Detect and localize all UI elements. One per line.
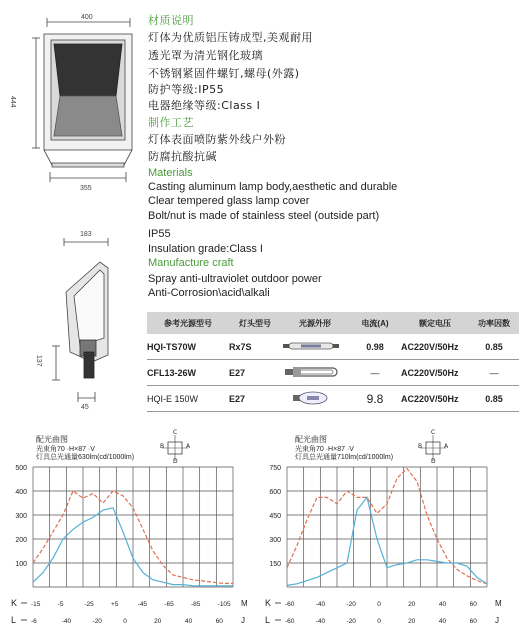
k-axis-tick-label: 0 — [377, 601, 381, 608]
tube-lamp-icon — [281, 339, 343, 353]
header-cell: 光源外形 — [281, 312, 349, 334]
craft-cn-line: 灯体表面喷防紫外线户外粉 — [148, 133, 286, 146]
left-orient-b: B — [160, 443, 165, 450]
right-orient-b: B — [418, 443, 423, 450]
l-axis-tick-label: -20 — [92, 618, 102, 625]
technical-drawing — [0, 0, 145, 420]
front-view-drawing — [32, 18, 132, 182]
l-axis-tick-label: 20 — [154, 618, 162, 625]
j-label: J — [241, 616, 245, 625]
k-axis-tick-label: -65 — [164, 601, 174, 608]
spec-table — [147, 312, 519, 412]
l-axis-label: L — [11, 615, 17, 625]
y-tick-label: 400 — [15, 489, 27, 496]
right-orient-d: D — [431, 458, 436, 465]
ellipsoid-lamp-icon — [281, 390, 343, 406]
base-width-dimension: 355 — [80, 185, 92, 192]
k-axis-label: K — [265, 598, 272, 608]
materials-en-line: Clear tempered glass lamp cover — [148, 195, 310, 207]
l-axis-label: L — [265, 615, 271, 625]
m-label: M — [241, 599, 248, 608]
header-cell: 功率因数 — [469, 312, 519, 334]
right-orient-a: A — [444, 443, 449, 450]
photometric-charts — [0, 460, 525, 635]
materials-cn-line: 不锈钢紧固件螺钉,螺母(外露) — [148, 67, 300, 80]
pf-cell: 0.85 — [469, 334, 519, 360]
materials-en-line: Insulation grade:Class I — [148, 243, 263, 255]
y-tick-label: 600 — [269, 489, 281, 496]
model-cell: HQI-TS70W — [147, 334, 229, 360]
left-chart-caption-2: 灯具总光通量630lm(cd/1000lm) — [36, 454, 135, 461]
craft-en-heading: Manufacture craft — [148, 257, 234, 269]
l-axis-tick-label: 60 — [215, 618, 223, 625]
base-cell: Rx7S — [229, 334, 281, 360]
voltage-cell: AC220V/50Hz — [401, 334, 469, 360]
k-axis-tick-label: -85 — [191, 601, 201, 608]
l-axis-tick-label: 40 — [438, 618, 447, 625]
craft-en-line: Spray anti-ultraviolet outdoor power — [148, 273, 322, 285]
k-axis-tick-label: -15 — [31, 601, 41, 608]
header-cell: 灯头型号 — [229, 312, 281, 334]
k-axis-tick-label: 60 — [469, 601, 477, 608]
current-cell: — — [349, 360, 401, 386]
y-tick-label: 300 — [269, 537, 281, 544]
front-height-dimension: 444 — [9, 96, 16, 108]
y-tick-label: 200 — [15, 537, 27, 544]
k-axis-tick-label: 40 — [438, 601, 447, 608]
y-tick-label: 450 — [269, 513, 281, 520]
side-depth-dimension: 183 — [80, 231, 92, 238]
lamp-shape-cell — [281, 334, 349, 360]
table-row — [147, 334, 519, 360]
k-axis-label: K — [11, 598, 18, 608]
header-cell: 额定电压 — [401, 312, 469, 334]
right-orient-c: C — [431, 429, 436, 436]
table-row — [147, 386, 519, 412]
k-axis-tick-label: -20 — [346, 601, 356, 608]
materials-cn-line: 防护等级:IP55 — [148, 83, 225, 96]
current-cell: 0.98 — [349, 334, 401, 360]
l-axis-tick-label: 0 — [377, 618, 381, 625]
lamp-shape-cell — [281, 360, 349, 386]
materials-en-line: IP55 — [148, 228, 171, 240]
l-axis-tick-label: 40 — [184, 618, 193, 625]
l-axis-tick-label: 0 — [123, 618, 127, 625]
side-bracket-height-dimension: 137 — [35, 355, 42, 367]
right-chart-caption-1: 光束角70 ·H×87 ·V — [295, 446, 354, 453]
table-row — [147, 360, 519, 386]
spec-table-header — [147, 312, 519, 334]
y-tick-label: 300 — [15, 513, 27, 520]
l-axis-tick-label: -60 — [285, 618, 295, 625]
left-orient-a: A — [186, 443, 191, 450]
current-cell: 9.8 — [349, 386, 401, 412]
header-cell: 电流(A) — [349, 312, 401, 334]
right-chart-caption-2: 灯具总光通量710lm(cd/1000lm) — [295, 454, 394, 461]
header-cell: 参考光源型号 — [147, 312, 229, 334]
base-cell: E27 — [229, 386, 281, 412]
m-label: M — [495, 599, 502, 608]
k-axis-tick-label: +5 — [111, 601, 119, 608]
materials-en-line: Bolt/nut is made of stainless steel (outside part) — [148, 210, 380, 222]
k-axis-tick-label: -60 — [285, 601, 295, 608]
right-photometric-chart — [265, 465, 502, 625]
l-axis-tick-label: -20 — [346, 618, 356, 625]
materials-cn-line: 灯体为优质铝压铸成型,美观耐用 — [148, 31, 313, 44]
craft-cn-line: 防腐抗酸抗碱 — [148, 150, 217, 163]
k-axis-tick-label: -105 — [217, 601, 231, 608]
model-cell: HQI-E 150W — [147, 386, 229, 412]
side-view-drawing — [52, 238, 108, 402]
y-tick-label: 500 — [15, 465, 27, 472]
k-axis-tick-label: -45 — [137, 601, 148, 608]
craft-en-line: Anti-Corrosion\acid\alkali — [148, 287, 270, 299]
craft-cn-heading: 制作工艺 — [148, 116, 194, 129]
y-tick-label: 750 — [269, 465, 281, 472]
left-photometric-chart — [11, 465, 248, 625]
materials-en-line: Casting aluminum lamp body,aesthetic and durable — [148, 181, 398, 193]
pf-cell: 0.85 — [469, 386, 519, 412]
left-chart-title: 配光曲图 — [36, 435, 68, 444]
left-orient-c: C — [173, 429, 178, 436]
j-label: J — [495, 616, 499, 625]
lamp-shape-cell — [281, 386, 349, 412]
l-axis-tick-label: -40 — [315, 618, 326, 625]
materials-cn-line: 透光罩为清光钢化玻璃 — [148, 49, 263, 62]
front-width-dimension: 400 — [81, 14, 93, 21]
l-axis-tick-label: -40 — [61, 618, 72, 625]
left-chart-caption-1: 光束角70 ·H×87 ·V — [36, 446, 95, 453]
materials-cn-line: 电器绝缘等级:Class Ⅰ — [148, 99, 261, 112]
k-axis-tick-label: 20 — [408, 601, 416, 608]
left-orient-d: D — [173, 458, 178, 465]
y-tick-label: 100 — [15, 561, 27, 568]
voltage-cell: AC220V/50Hz — [401, 386, 469, 412]
l-axis-tick-label: 60 — [469, 618, 477, 625]
base-cell: E27 — [229, 360, 281, 386]
l-axis-tick-label: 20 — [408, 618, 416, 625]
materials-cn-heading: 材质说明 — [148, 14, 194, 27]
cfl-lamp-icon — [281, 363, 343, 381]
voltage-cell: AC220V/50Hz — [401, 360, 469, 386]
y-tick-label: 150 — [269, 561, 281, 568]
l-axis-tick-label: -6 — [31, 618, 37, 625]
materials-en-heading: Materials — [148, 167, 193, 179]
k-axis-tick-label: -25 — [84, 601, 94, 608]
k-axis-tick-label: -5 — [57, 601, 64, 608]
right-chart-title: 配光曲图 — [295, 435, 327, 444]
side-bracket-width-dimension: 45 — [81, 404, 89, 411]
k-axis-tick-label: -40 — [315, 601, 326, 608]
pf-cell: — — [469, 360, 519, 386]
model-cell: CFL13-26W — [147, 360, 229, 386]
